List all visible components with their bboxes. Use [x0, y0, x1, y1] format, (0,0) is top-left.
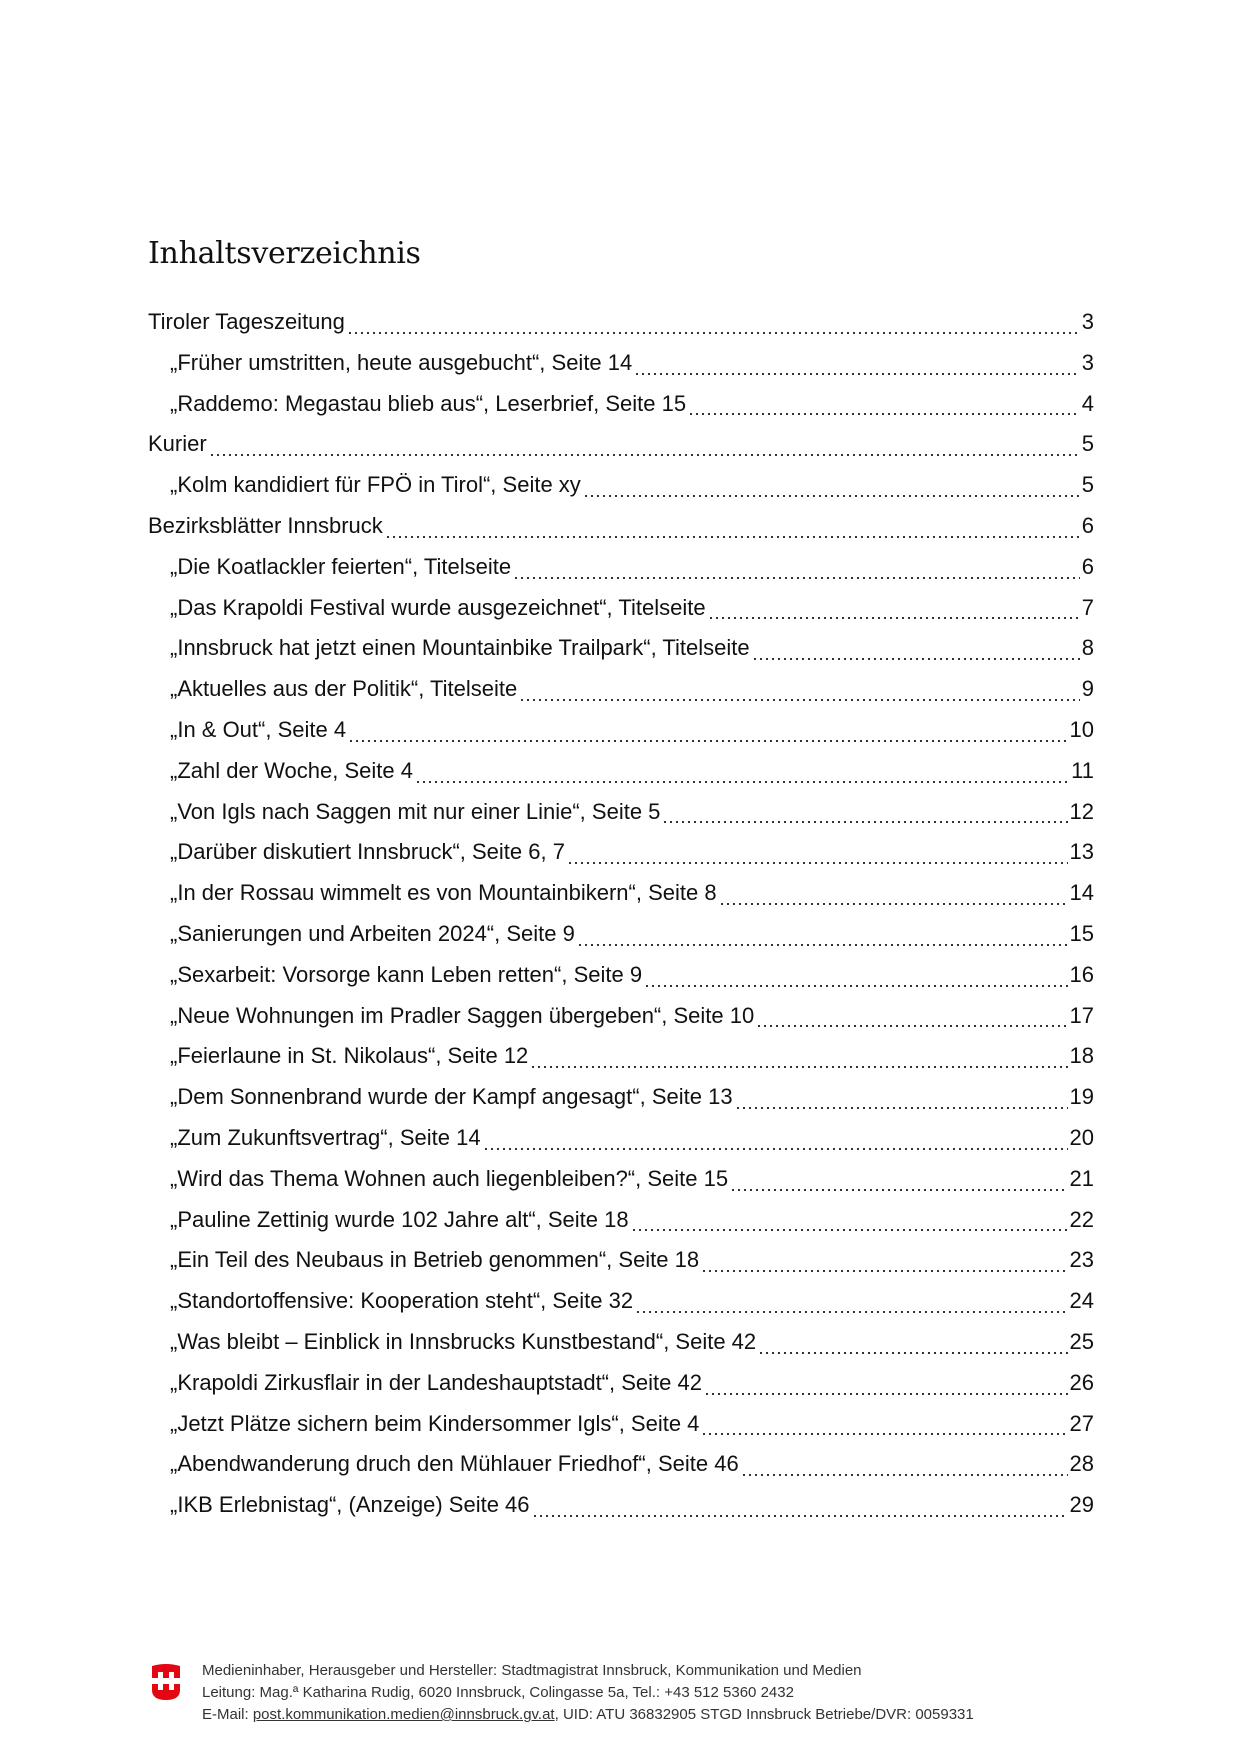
toc-page-number: 27: [1069, 1410, 1094, 1436]
toc-article-entry[interactable]: [148, 1040, 1094, 1081]
toc-article-entry[interactable]: [148, 1244, 1094, 1285]
toc-entry-title: „Innsbruck hat jetzt einen Mountainbike Trailpark“, Titelseite: [170, 635, 750, 661]
toc-article-entry[interactable]: [148, 877, 1094, 918]
toc-entry-title: „Früher umstritten, heute ausgebucht“, Seite 14: [170, 349, 633, 375]
toc-dot-leader: [347, 315, 1080, 335]
toc-article-entry[interactable]: [148, 959, 1094, 1000]
toc-article-entry[interactable]: [148, 1081, 1094, 1122]
toc-dot-leader: [708, 600, 1080, 620]
toc-entry-title: „Das Krapoldi Festival wurde ausgezeichnet“, Titelseite: [170, 594, 706, 620]
email-link[interactable]: post.kommunikation.medien@innsbruck.gv.at: [252, 1706, 555, 1723]
toc-page-number: 15: [1069, 920, 1094, 946]
toc-article-entry[interactable]: [148, 1489, 1094, 1530]
footer-email-line: [202, 1704, 974, 1726]
toc-dot-leader: [741, 1457, 1068, 1477]
toc-entry-title: „Jetzt Plätze sichern beim Kindersommer Igls“, Seite 4: [170, 1410, 700, 1436]
toc-dot-leader: [735, 1090, 1068, 1110]
toc-dot-leader: [567, 845, 1068, 865]
toc-page-number: 23: [1069, 1247, 1094, 1273]
toc-entry-title: „Abendwanderung druch den Mühlauer Friedhof“, Seite 46: [170, 1451, 739, 1477]
toc-dot-leader: [756, 1008, 1067, 1028]
toc-entry-title: „In der Rossau wimmelt es von Mountainbikern“, Seite 8: [170, 880, 717, 906]
toc-article-entry[interactable]: [148, 388, 1094, 429]
footer-registration-text: , UID: ATU 36832905 STGD Innsbruck Betriebe/DVR: 0059331: [554, 1706, 974, 1723]
toc-article-entry[interactable]: [148, 1204, 1094, 1245]
toc-section-entry[interactable]: [148, 510, 1094, 551]
toc-dot-leader: [415, 764, 1069, 784]
toc-entry-title: „Feierlaune in St. Nikolaus“, Seite 12: [170, 1043, 529, 1069]
toc-entry-title: „Ein Teil des Neubaus in Betrieb genommen“, Seite 18: [170, 1247, 700, 1273]
footer-imprint-line: Medieninhaber, Herausgeber und Hersteller: Stadtmagistrat Innsbruck, Kommunikation und Medien: [202, 1662, 862, 1679]
toc-article-entry[interactable]: [148, 592, 1094, 633]
toc-article-entry[interactable]: [148, 918, 1094, 959]
toc-entry-title: „Die Koatlackler feierten“, Titelseite: [170, 553, 512, 579]
toc-page-number: 17: [1069, 1002, 1094, 1028]
toc-section-entry[interactable]: [148, 306, 1094, 347]
toc-entry-title: „Zahl der Woche, Seite 4: [170, 757, 413, 783]
toc-entry-title: „Aktuelles aus der Politik“, Titelseite: [170, 676, 518, 702]
toc-dot-leader: [758, 1335, 1067, 1355]
toc-dot-leader: [704, 1376, 1068, 1396]
toc-article-entry[interactable]: [148, 1448, 1094, 1489]
toc-entry-title: „Was bleibt – Einblick in Innsbrucks Kunstbestand“, Seite 42: [170, 1328, 757, 1354]
email-label: E-Mail:: [202, 1706, 253, 1723]
toc-page-number: 3: [1081, 349, 1094, 375]
toc-article-entry[interactable]: [148, 469, 1094, 510]
toc-page-number: 24: [1069, 1288, 1094, 1314]
table-of-contents: [148, 306, 1094, 1530]
toc-article-entry[interactable]: [148, 836, 1094, 877]
toc-page-number: 6: [1081, 553, 1094, 579]
toc-entry-title: Kurier: [148, 431, 207, 457]
toc-page-number: 4: [1081, 390, 1094, 416]
toc-page-number: 29: [1069, 1492, 1094, 1518]
toc-article-entry[interactable]: [148, 755, 1094, 796]
toc-dot-leader: [635, 1294, 1067, 1314]
toc-page-number: 21: [1069, 1165, 1094, 1191]
toc-entry-title: „Sexarbeit: Vorsorge kann Leben retten“, Seite 9: [170, 961, 643, 987]
toc-article-entry[interactable]: [148, 1163, 1094, 1204]
toc-dot-leader: [631, 1212, 1068, 1232]
toc-dot-leader: [577, 927, 1068, 947]
toc-article-entry[interactable]: [148, 796, 1094, 837]
toc-page-number: 18: [1069, 1043, 1094, 1069]
toc-page-number: 12: [1069, 798, 1094, 824]
toc-article-entry[interactable]: [148, 673, 1094, 714]
toc-article-entry[interactable]: [148, 347, 1094, 388]
toc-entry-title: „In & Out“, Seite 4: [170, 716, 347, 742]
toc-dot-leader: [688, 396, 1080, 416]
toc-entry-title: „Wird das Thema Wohnen auch liegenbleiben?“, Seite 15: [170, 1165, 729, 1191]
toc-dot-leader: [634, 356, 1080, 376]
toc-article-entry[interactable]: [148, 714, 1094, 755]
toc-entry-title: „IKB Erlebnistag“, (Anzeige) Seite 46: [170, 1492, 530, 1518]
toc-page-number: 11: [1071, 757, 1094, 783]
toc-entry-title: „Zum Zukunftsvertrag“, Seite 14: [170, 1124, 481, 1150]
innsbruck-city-logo-icon: [150, 1662, 182, 1702]
toc-page-number: 28: [1069, 1451, 1094, 1477]
toc-entry-title: Tiroler Tageszeitung: [148, 309, 345, 334]
toc-entry-title: „Raddemo: Megastau blieb aus“, Leserbrief, Seite 15: [170, 390, 687, 416]
toc-entry-title: „Krapoldi Zirkusflair in der Landeshauptstadt“, Seite 42: [170, 1369, 702, 1395]
toc-page-number: 16: [1069, 961, 1094, 987]
toc-dot-leader: [752, 641, 1080, 661]
toc-dot-leader: [583, 478, 1080, 498]
toc-dot-leader: [719, 886, 1068, 906]
toc-article-entry[interactable]: [148, 632, 1094, 673]
toc-page-number: 10: [1069, 716, 1094, 742]
toc-dot-leader: [519, 682, 1079, 702]
toc-dot-leader: [348, 723, 1067, 743]
toc-page-number: 5: [1081, 431, 1094, 457]
toc-article-entry[interactable]: [148, 1122, 1094, 1163]
toc-dot-leader: [209, 437, 1080, 457]
toc-dot-leader: [701, 1253, 1067, 1273]
toc-page-number: 14: [1069, 880, 1094, 906]
toc-dot-leader: [532, 1498, 1068, 1518]
toc-dot-leader: [385, 519, 1080, 539]
toc-dot-leader: [530, 1049, 1067, 1069]
toc-entry-title: „Dem Sonnenbrand wurde der Kampf angesagt“, Seite 13: [170, 1084, 733, 1110]
toc-entry-title: Bezirksblätter Innsbruck: [148, 512, 383, 538]
toc-article-entry[interactable]: [148, 1326, 1094, 1367]
toc-page-number: 13: [1069, 839, 1094, 865]
toc-article-entry[interactable]: [148, 551, 1094, 592]
toc-page-number: 8: [1081, 635, 1094, 661]
toc-entry-title: „Von Igls nach Saggen mit nur einer Linie“, Seite 5: [170, 798, 661, 824]
toc-entry-title: „Pauline Zettinig wurde 102 Jahre alt“, Seite 18: [170, 1206, 629, 1232]
toc-article-entry[interactable]: [148, 1408, 1094, 1449]
toc-page-number: 5: [1081, 472, 1094, 498]
toc-page-number: 20: [1069, 1124, 1094, 1150]
toc-dot-leader: [644, 968, 1067, 988]
toc-entry-title: „Kolm kandidiert für FPÖ in Tirol“, Seite xy: [170, 472, 581, 498]
toc-page-number: 26: [1069, 1369, 1094, 1395]
toc-page-number: 6: [1081, 512, 1094, 538]
toc-page-number: 25: [1069, 1328, 1094, 1354]
footer: [150, 1660, 974, 1726]
page-title: Inhaltsverzeichnis: [148, 236, 421, 271]
toc-dot-leader: [662, 804, 1067, 824]
toc-dot-leader: [730, 1172, 1067, 1192]
toc-article-entry[interactable]: [148, 1367, 1094, 1408]
toc-entry-title: „Sanierungen und Arbeiten 2024“, Seite 9: [170, 920, 575, 946]
toc-page-number: 7: [1081, 594, 1094, 620]
toc-entry-title: „Standortoffensive: Kooperation steht“, Seite 32: [170, 1288, 634, 1314]
toc-page-number: 3: [1081, 309, 1094, 334]
toc-section-entry[interactable]: [148, 428, 1094, 469]
toc-dot-leader: [701, 1416, 1067, 1436]
toc-entry-title: „Darüber diskutiert Innsbruck“, Seite 6, 7: [170, 839, 565, 865]
toc-dot-leader: [483, 1131, 1068, 1151]
toc-page-number: 9: [1081, 676, 1094, 702]
toc-article-entry[interactable]: [148, 1285, 1094, 1326]
toc-dot-leader: [513, 560, 1080, 580]
toc-entry-title: „Neue Wohnungen im Pradler Saggen übergeben“, Seite 10: [170, 1002, 755, 1028]
toc-page-number: 22: [1069, 1206, 1094, 1232]
toc-page-number: 19: [1069, 1084, 1094, 1110]
footer-contact-line: Leitung: Mag.ª Katharina Rudig, 6020 Innsbruck, Colingasse 5a, Tel.: +43 512 5360 2432: [202, 1684, 794, 1701]
toc-article-entry[interactable]: [148, 1000, 1094, 1041]
